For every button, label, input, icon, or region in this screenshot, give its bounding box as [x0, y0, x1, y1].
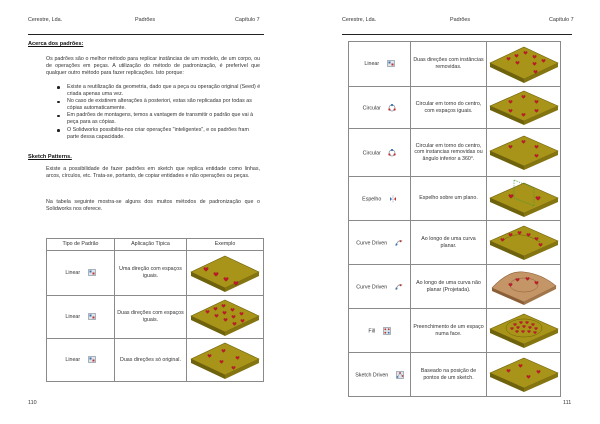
- typical-application: Circular em torno do centro, com espaços iguais.: [411, 87, 487, 129]
- table-row: [349, 87, 561, 129]
- header-company: Cerestre, Lda.: [342, 17, 377, 23]
- example-plate-image: [189, 297, 261, 338]
- column-header: Aplicação Típica: [115, 239, 187, 251]
- table-row: [349, 353, 561, 397]
- example-plate-image: [488, 354, 560, 396]
- curve-driven-pattern-icon: [395, 239, 403, 247]
- pattern-type: Circular: [362, 104, 381, 111]
- section-title-padroes: Acerca dos padrões:: [28, 41, 84, 47]
- pattern-type: Circular: [362, 149, 381, 156]
- pattern-type: Linear: [65, 270, 81, 277]
- pattern-type: Curve Driven: [356, 283, 388, 290]
- table-header-row: [47, 239, 264, 251]
- curve-driven-pattern-icon: [395, 283, 403, 291]
- circular-pattern-icon: [388, 104, 396, 112]
- typical-application: Duas direções só original.: [115, 339, 187, 382]
- column-header: Tipo de Padrão: [47, 239, 115, 251]
- example-plate-image: [488, 88, 560, 128]
- example-plate-image: [488, 131, 560, 175]
- list-item: No caso de existirem alterações à posteriori, estas são replicadas por todas as cópias automaticamente.: [55, 98, 261, 112]
- list-item: Em padrões de montagens, temos a vantagem de transmitir o padrão que vai à peça para as cópias.: [55, 112, 261, 126]
- pattern-type: Linear: [65, 357, 81, 364]
- typical-application: Uma direção com espaços iguais.: [115, 251, 187, 296]
- header-rule: [28, 34, 264, 35]
- linear-pattern-icon: [88, 356, 96, 363]
- pattern-type: Curve Driven: [356, 239, 388, 246]
- header-company: Cerestre, Lda.: [28, 17, 63, 23]
- typical-application: Circular em torno do centro, com instancias removidas ou ângulo inferior a 360°.: [411, 129, 487, 177]
- linear-pattern-icon: [88, 313, 96, 320]
- header-rule: [342, 34, 572, 35]
- mirror-icon: [389, 195, 397, 203]
- example-plate-image: [488, 222, 560, 264]
- pattern-type: Fill: [368, 327, 376, 334]
- linear-pattern-icon: [387, 60, 395, 67]
- example-plate-image: [189, 252, 261, 295]
- pattern-type: Espelho: [362, 195, 382, 202]
- example-plate-image: [488, 43, 560, 86]
- table-row: [349, 42, 561, 87]
- typical-application: Baseado na posição de pontos de um sketch.: [411, 353, 487, 397]
- header-title: Padrões: [135, 17, 156, 23]
- section-title-sketch: Sketch Patterns.: [28, 154, 72, 160]
- typical-application: Preenchimento de um espaço numa face.: [411, 309, 487, 353]
- circular-pattern-icon: [388, 149, 396, 157]
- sketch-paragraph: Existe a possibilidade de fazer padrões em sketch que replica entidade como linhas, arcos, círculos, etc. Trata-se, portanto, de copiar entidades e não operações ou peças.: [46, 166, 260, 180]
- table-row: [47, 251, 264, 296]
- table-row: [349, 129, 561, 177]
- pattern-table-right: [348, 41, 561, 397]
- table-intro-paragraph: Na tabela seguinte mostra-se alguns dos muitos métodos de padronização que o Solidworks nos oferece.: [46, 199, 260, 213]
- intro-paragraph: Os padrões são o melhor método para replicar instâncias de um modelo, de um corpo, ou de operações em peças. A utilização do método de padronização, é preferível que qualquer outro método para fazer replicações. Isto porque:: [46, 56, 260, 77]
- example-plate-image: [189, 340, 261, 381]
- column-header: Exemplo: [187, 239, 264, 251]
- table-row: [349, 221, 561, 265]
- header-chapter: Capítulo 7: [549, 17, 574, 23]
- table-row: [349, 309, 561, 353]
- typical-application: Duas direções com instâncias removidas.: [411, 42, 487, 87]
- list-item: Existe a reutilização da geometria, dado que a peça ou operação original (Seed) é criada apenas uma vez.: [55, 84, 261, 98]
- example-curved-surface-image: [488, 266, 560, 308]
- linear-pattern-icon: [88, 269, 96, 276]
- page-number: 110: [28, 400, 37, 406]
- fill-pattern-icon: [383, 327, 391, 335]
- header-title: Padrões: [450, 17, 471, 23]
- header-chapter: Capítulo 7: [235, 17, 260, 23]
- typical-application: Duas direções com espaços iguais.: [115, 296, 187, 339]
- advantages-list: [55, 84, 261, 141]
- typical-application: Espelho sobre um plano.: [411, 177, 487, 221]
- pattern-table-left: [46, 238, 264, 382]
- pattern-type: Sketch Driven: [355, 371, 389, 378]
- example-plate-image: [488, 310, 560, 352]
- table-row: [47, 296, 264, 339]
- typical-application: Ao longo de uma curva não planar (Projetada).: [411, 265, 487, 309]
- example-plate-image: [488, 178, 560, 220]
- sketch-driven-pattern-icon: [396, 371, 404, 379]
- page-number: 111: [563, 400, 572, 406]
- table-row: [349, 265, 561, 309]
- pattern-type: Linear: [364, 61, 380, 68]
- pattern-type: Linear: [65, 314, 81, 321]
- typical-application: Ao longo de uma curva planar.: [411, 221, 487, 265]
- table-row: [349, 177, 561, 221]
- list-item: O Solidworks possibilita-nos criar operações "inteligentes", e os padrões fram parte dessa capacidade.: [55, 127, 261, 141]
- right-page: [300, 0, 600, 424]
- table-row: [47, 339, 264, 382]
